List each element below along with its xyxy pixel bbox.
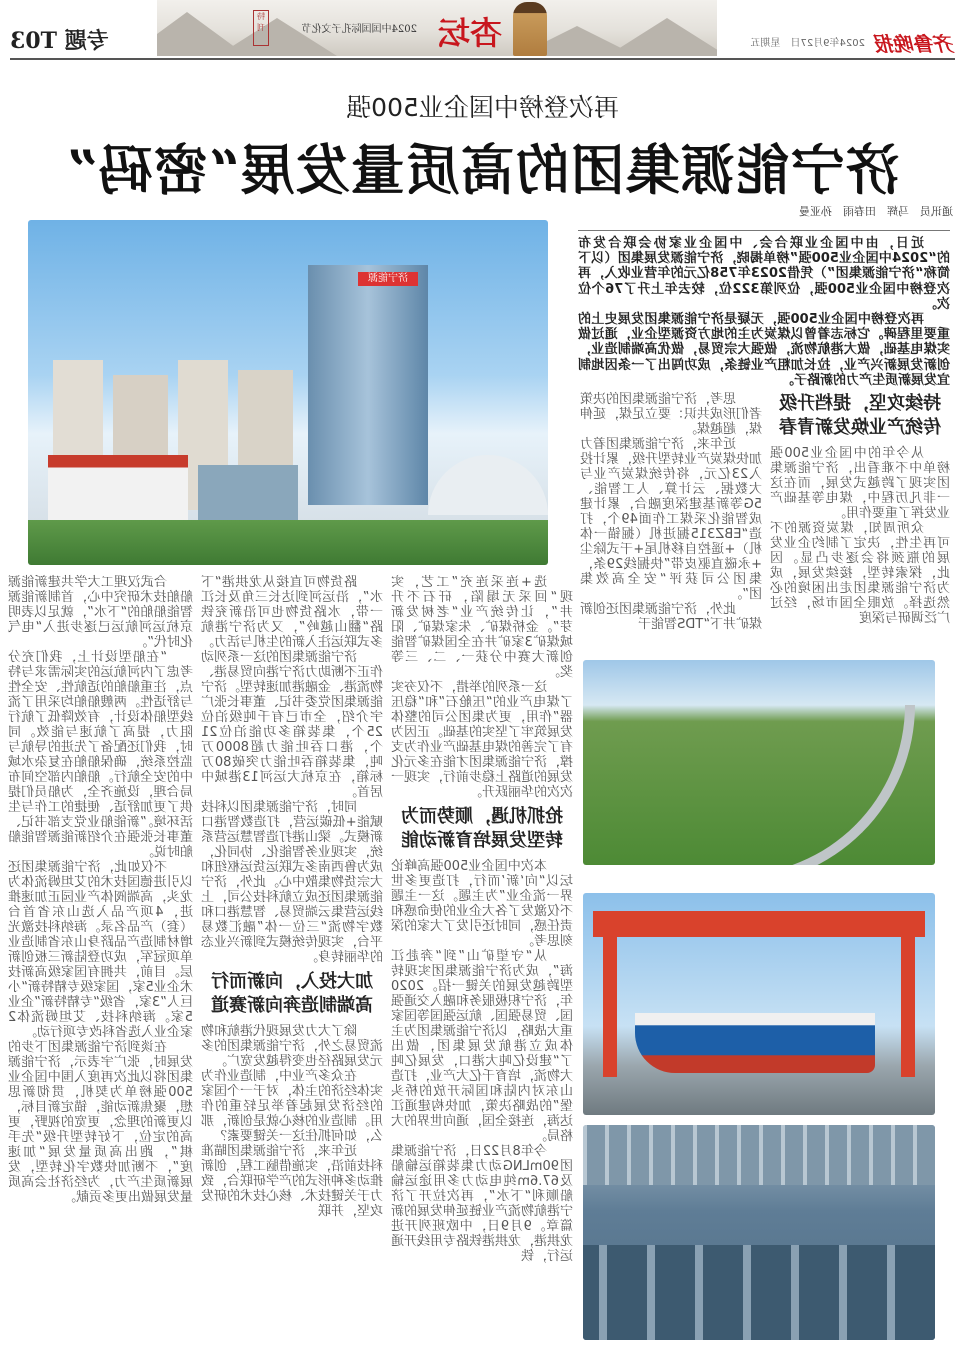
section-heading [201, 970, 383, 1018]
paragraph: 近年来，济宁能源集团着力加快煤炭产业转型升级，累计投入23亿元，将传统煤炭产业与大数据、云计算、人工智能、5G等新基建深度融合，累计建成智能化采煤工作面49个，打造“EBZ315掘进机（掘锚一体机）+遥控自移机尾+干式除尘+永磁直驱皮带”快掘线29条，集团公司获评“安全高效集团”。 [579, 437, 762, 602]
section-label: 专题 T03 [10, 28, 109, 54]
article-column [580, 392, 762, 632]
column-text [391, 575, 573, 800]
article-column [201, 575, 383, 1219]
paragraph: 从“守望矿山”到“奔赴江海”，成为济宁能源集团实现转型跨越发展的关键一招。2020年，济宁积极服务和融入交通强国、贸易强国、航运强国等国家重大战略，以济宁能源集团为主体成立港航发展集团，做出了“建设亿吨大港口，发展亿吨大物流，培育千亿大产业，打造山东对内陆和国际开放的桥头堡”的战略决策，加快构建通江达海，连接全国，通向世界的大格局。 [390, 949, 573, 1144]
paragraph: 路货物可直接从龙拱港“下水”，沿运河到达长三角及长江一带，水路货物也可沿新兖铁路“翻山越岭”，又为济宁港航多式联运注入新的生机与活力。 [200, 575, 383, 650]
photo-ship-shipyard [583, 893, 935, 1115]
paragraph: 本次中国企业500强高峰论坛以“向‘新’而行，打造更多世界一流企业”为主题。这一主题不仅激发了各大企业的使命感和责任感，同时还引发了大家的深刻思考。 [390, 859, 573, 949]
paragraph: 这一系列的举措，不仅夯实了煤电产业的“压舱石”和“稳压器”作用，更为集团公司的整体发展筑牢了坚实的基础。正因为有了完善的煤电基础产业作为支撑，济宁能源集团才能在多元化发展的道路上稳步前行，实现一次次的华丽跃升。 [390, 680, 573, 800]
building-sign: 济宁能源 [358, 272, 418, 286]
paragraph: 除了大力发展现代港航和物流贸易之外，济宁能源集团的多元发展路径也变得越发宽广。 [200, 1024, 383, 1069]
confucius-figure-icon [513, 2, 547, 56]
paragraph: 选+连采连充”工艺，实现“回采无塌陷，矸石不升井”，让传统产业“老树发新芽”。金桥煤矿、朱家煤矿、阳城煤矿3家矿井在全国煤矿智能创新大赛中分获一、二、三等奖。 [391, 575, 573, 680]
article-column [391, 575, 573, 1264]
paragraph: 在谈到济宁能源集团下步的发展时，张广宇表示，济宁能源集团将以此次再度入围中国企业500强榜单为契机，贯彻新思想，聚焦新动能，锚定新目标，以更新的理念，更宽的视野，更高的定位，下好转型升级“先手棋”，跑出高质量发展“加速度”，不断加快数字化转型，发展新质生产力，为经济社会高质量发展做出更多贡献。 [8, 1040, 193, 1205]
banner-festival-name: 2024中国国际孔子文化节 [301, 24, 417, 35]
article-subtitle: 再次登榜中国企业500强 [346, 93, 619, 122]
paragraph: 众所周知，煤炭资源的不可再生性，决定了制约企业发展的瓶颈将会逐步凸显。因此，探索转型，接续发展，成为济宁能源集团走出困境的必然选择。放眼全国市场，经过广泛调研与深度 [770, 521, 950, 626]
paragraph: 近日，由中国企业联合会、中国企业家协会联合发布的“2024中国企业500强”榜单揭晓，济宁能源发展集团（以下简称“济宁能源集团”）凭借2023年758亿元的年营业收入，再次登榜中国企业500强，位列第322位，较去年上升了76个位次。 [578, 236, 950, 312]
paragraph: 再次登榜中国企业500强，无疑是济宁能源集团发展史上的重要里程碑。它标志着曾以煤炭为主的地方资源型企业，通过做实煤电基础，做大港航物流，做强大宗贸易，做优高端制造业，创新发展新兴产业，拉长加粗产业链条，成功闯出了一条因地制宜发展新质生产力的新路子。 [578, 312, 950, 388]
column-text [201, 1024, 383, 1219]
column-text [201, 575, 383, 965]
paragraph: 不仅如此，济宁能源集团还以引进德国技术的艾坦姆流体为龙头，高端阀体产业园正加速推进，4项产品入选山东省首台（套）产品名录。海纳科技激光增材制造产品跻身山东省制造业单项冠军，成功登陆新三板创新层。目前，共拥有国家级高新技术企业5家，国家级专精特新“小巨人”3家，省级“专精特新”企业5家。海纳科技、艾坦姆流体2家企业入选省科改专项行动。 [8, 860, 193, 1040]
column-text [770, 446, 950, 626]
article-column [770, 392, 950, 626]
issue-date: 2024年9月27日 星期五 [750, 38, 865, 49]
banner-tag: 特刊 [253, 10, 269, 46]
paragraph: 近年来，济宁能源集团瞄准科技前沿，实施借脑工程，创新推动多种形式的产学研联合，致力于关键技术、核心技术的研发攻坚，并联 [200, 1144, 383, 1219]
photo-railway [583, 660, 935, 865]
section-heading-line: 抢抓机遇，顺势而为 [401, 806, 563, 827]
column-text [391, 859, 573, 1264]
byline: 通讯员 马辉 田春雨 孙亚曼 [799, 205, 953, 218]
paragraph: “在船型设计上，我们充分考虑了内河航运的实际需求与特点，注重船舶的适航性、安全性与舒适性。两艘船舶均采用了流线型船体设计，有效降低了航行阻力，提高了航速与能效。同时，我们还配备了先进的导航与监控系统，确保船舶在复杂水域中的安全航行。船舶内部空间布局合理，设施齐全，为船员们提供了更加舒适、便捷的工作与生活环境。”新能船业党支部书记、董事长张强在介绍新能源智能船舶时说。 [8, 650, 193, 860]
paragraph: 今年8月22日，济宁能源集团90mLNG动力集装箱运输船及67.6m纯电动力多用途运输船顺利“下水”，再次拉开了济宁港航物流产业链延伸发展的新篇章。9月9日，中欧班列开进龙拱港，龙拱港铁路专用线开通运行，铁 [390, 1144, 573, 1264]
paragraph: 思考，济宁能源集团的决策者们形成共识：要立足煤，延伸煤，超越煤。 [579, 392, 762, 437]
section-heading-line: 转型发展培育新动能 [401, 830, 563, 851]
article-title: 济宁能源集团的高质量发展“密码” [65, 138, 900, 202]
paragraph: 合武汉理工大学共建新能源船舶技术研究中心，首制新能源智能船舶的“下水”，就足以表明京杭运河航运已逐步进入“电气化时代”。 [8, 575, 193, 650]
paragraph: 此外，济宁能源集团还创新煤矿井下“TDS智能干 [579, 602, 762, 632]
section-heading-line: 高端制造奔向新赛道 [211, 995, 373, 1016]
section-heading-line: 持续攻坚，提档升级 [779, 393, 941, 414]
paragraph: 在众多产业中，制造业作为实体经济的主体，对于一个国家的经济发展起着举足轻重的作用。制造业的核心就是创新，那么，如何抓住这一关键要素？ [200, 1069, 383, 1144]
article-column [8, 575, 193, 1205]
section-heading [770, 392, 950, 440]
section-heading-line: 传统产业焕发新青春 [779, 417, 941, 438]
festival-banner [157, 0, 717, 56]
photo-headquarters-building [28, 220, 548, 565]
masthead-logo: 齐鲁晚报 [875, 32, 955, 56]
lead-paragraphs [578, 230, 950, 388]
section-heading-line: 加大投入，向新而行 [211, 971, 373, 992]
photo-factory-floor [583, 1125, 935, 1340]
banner-calligraphy-logo: 杏坛 [437, 14, 502, 52]
header-divider [10, 58, 955, 60]
paragraph: 同时，济宁能源集团以科技赋能+低碳运营，打造数智港口新模式。梁山港打造智慧运营系统，实现业务智能化、协同化，成为鲁西南多式联运货运枢纽和大宗货物集散中心。此外，济宁能源集团还成立航科技公司，上线运营集云端贸易、智慧港口和数字物流“三位一体”融汇数易平台，实现传统模式到新兴业态的华丽转身。 [200, 800, 383, 965]
paragraph: 济宁能源集团的这一系列动作正不断助力济宁港向贸易港、物流港、金融港加速转型。济宁能源集团党委书记、董事长张广宇介绍，全市已有千吨级泊位25个，集装箱多功能泊位21个，港口吞吐能力超8000万吨，集装箱吞吐能力突破80万标箱，在京杭大运河13港城中居首。 [200, 650, 383, 800]
section-heading [391, 805, 573, 853]
paragraph: 从今年的中国企业500强榜单中不难看出，济宁能源集团实现了跨越式发展，而在这一非凡历程中，煤电等基础产业发挥了重要作用。 [770, 446, 950, 521]
